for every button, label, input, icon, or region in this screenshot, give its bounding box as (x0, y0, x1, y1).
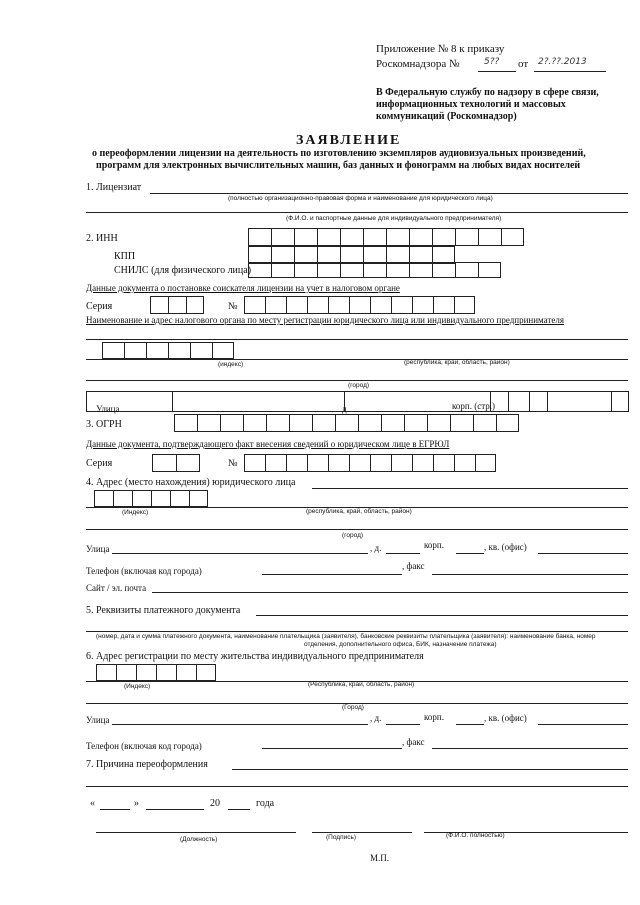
signature-field[interactable] (312, 832, 412, 833)
title-sub-1: о переоформлении лицензии на деятельность по изготовлению экземпляров аудиовизуальных произведений, (92, 148, 586, 159)
legal-address-field[interactable] (312, 488, 628, 489)
ie-address-label: 6. Адрес регистрации по месту жительства индивидуального предпринимателя (86, 651, 424, 662)
legal-city-hint: (город) (342, 532, 364, 539)
ie-building-label: корп. (424, 712, 444, 722)
tax-org-label: Наименование и адрес налогового органа по месту регистрации юридического лица или индивидуального предпринимателя (86, 315, 564, 325)
legal-site-field[interactable] (152, 592, 628, 593)
snils-label: СНИЛС (для физического лица) (114, 265, 252, 276)
tax-index-hint: (индекс) (218, 361, 244, 368)
tax-street-box[interactable] (86, 391, 629, 412)
ogrn-label: 3. ОГРН (86, 419, 122, 430)
tax-building-label: корп. (стр.) (452, 401, 496, 411)
licensee-hint-2: (Ф.И.О. и паспортные данные для индивидуального предпринимателя) (286, 215, 502, 222)
ogrn-cells[interactable] (174, 414, 519, 432)
payment-hint-2: отделения, дополнительного офиса, БИК, назначение платежа) (304, 641, 497, 648)
legal-building-field[interactable] (456, 553, 484, 554)
tax-series-cells[interactable] (150, 296, 204, 314)
ie-office-field[interactable] (538, 724, 628, 725)
legal-office-field[interactable] (538, 553, 628, 554)
legal-city-field[interactable] (86, 529, 628, 530)
licensee-hint-1: (полностью организационно-правовая форма и наименование для юридического лица) (228, 195, 493, 202)
inn-label: 2. ИНН (86, 233, 118, 244)
order-number-field[interactable] (478, 71, 516, 72)
inn-cells[interactable] (248, 228, 524, 246)
order-from: от (518, 58, 529, 70)
legal-address-label: 4. Адрес (место нахождения) юридического лица (86, 477, 296, 488)
legal-fax-label: , факс (402, 561, 425, 571)
payment-label: 5. Реквизиты платежного документа (86, 605, 241, 616)
addressee-line-3: коммуникаций (Роскомнадзор) (376, 111, 517, 122)
ie-house-label: , д. (370, 713, 382, 723)
ie-index-cells[interactable] (96, 664, 216, 681)
date-quote-open: « (90, 798, 95, 809)
addressee-line-2: информационных технологий и массовых (376, 99, 566, 110)
addressee-line-1: В Федеральную службу по надзору в сфере связи, (376, 87, 599, 98)
tax-series-label: Серия (86, 301, 113, 312)
payment-field[interactable] (256, 615, 628, 616)
full-name-hint: (Ф.И.О. полностью) (446, 832, 505, 839)
date-quote-close: » (134, 798, 139, 809)
legal-house-field[interactable] (386, 553, 420, 554)
order-date-handwritten: 2?.??.2013 (538, 57, 587, 67)
tax-city-hint: (город) (348, 382, 370, 389)
tax-doc-label: Данные документа о постановке соискателя лицензии на учет в налоговом органе (86, 283, 400, 293)
legal-fax-field[interactable] (432, 574, 628, 575)
ie-phone-label: Телефон (включая код города) (86, 741, 202, 751)
legal-site-label: Сайт / эл. почта (86, 583, 147, 593)
kpp-label: КПП (114, 251, 136, 262)
tax-street-label: Улица (96, 404, 120, 414)
licensee-label: 1. Лицензиат (86, 182, 142, 193)
payment-hint-1: (номер, дата и сумма платежного документа, наименование плательщика (заявителя), банковские реквизиты плательщика (заявителя): наименование банка, номер (96, 633, 596, 640)
egrul-series-label: Серия (86, 458, 113, 469)
tax-number-label: № (228, 301, 238, 312)
signature-hint: (Подпись) (326, 834, 357, 841)
tax-index-cells[interactable] (102, 342, 234, 359)
ie-city-hint: (Город) (342, 704, 364, 711)
tax-house-label: д. (342, 404, 349, 414)
legal-house-label: , д. (370, 543, 382, 553)
tax-number-cells[interactable] (244, 296, 475, 314)
ie-building-field[interactable] (456, 724, 484, 725)
ie-office-label: , кв. (офис) (484, 713, 527, 723)
tax-region-hint: (республика, край, область, район) (404, 359, 510, 366)
order-date-field[interactable] (534, 71, 606, 72)
egrul-number-label: № (228, 458, 238, 469)
egrul-number-cells[interactable] (244, 454, 496, 472)
egrul-doc-label: Данные документа, подтверждающего факт внесения сведений о юридическом лице в ЕГРЮЛ (86, 439, 450, 449)
egrul-series-cells[interactable] (152, 454, 200, 472)
legal-street-label: Улица (86, 544, 110, 554)
ie-house-field[interactable] (386, 724, 420, 725)
legal-region-hint: (республика, край, область, район) (306, 508, 412, 515)
reason-field-2[interactable] (86, 786, 628, 787)
legal-office-label: , кв. (офис) (484, 542, 527, 552)
tax-org-field[interactable] (86, 339, 628, 340)
payment-field-2[interactable] (86, 631, 628, 632)
position-hint: (Должность) (180, 836, 218, 843)
date-year-field[interactable] (228, 809, 250, 810)
tax-city-field[interactable] (86, 380, 628, 381)
legal-phone-field[interactable] (262, 574, 402, 575)
reason-label: 7. Причина переоформления (86, 759, 208, 770)
legal-index-hint: (Индекс) (122, 509, 149, 516)
ie-phone-field[interactable] (262, 748, 402, 749)
ie-street-field[interactable] (112, 724, 368, 725)
licensee-field[interactable] (150, 193, 628, 194)
ie-fax-label: , факс (402, 737, 425, 747)
date-day-field[interactable] (100, 809, 130, 810)
date-year-prefix: 20 (210, 798, 220, 809)
title-sub-2: программ для электронных вычислительных машин, баз данных и фонограмм на любых видах носителей (96, 160, 581, 171)
date-year-suffix: года (256, 798, 275, 809)
ie-index-hint: (Индекс) (124, 683, 151, 690)
legal-index-cells[interactable] (94, 490, 208, 507)
stamp-label: М.П. (370, 853, 390, 863)
ie-street-label: Улица (86, 715, 110, 725)
order-line: Роскомнадзора № (376, 58, 460, 70)
date-month-field[interactable] (146, 809, 204, 810)
legal-street-field[interactable] (112, 553, 368, 554)
ie-region-hint: (Республика, край, область, район) (308, 681, 415, 688)
snils-cells[interactable] (248, 262, 501, 278)
legal-building-label: корп. (424, 540, 444, 550)
page-title: ЗАЯВЛЕНИЕ (296, 133, 402, 148)
tax-region-field[interactable] (86, 359, 628, 360)
position-field[interactable] (96, 832, 296, 833)
legal-phone-label: Телефон (включая код города) (86, 566, 202, 576)
licensee-field-2[interactable] (86, 212, 628, 213)
reason-field[interactable] (232, 769, 628, 770)
ie-fax-field[interactable] (432, 748, 628, 749)
appendix-line: Приложение № 8 к приказу (376, 43, 505, 55)
order-number-handwritten: 5?? (484, 57, 500, 67)
